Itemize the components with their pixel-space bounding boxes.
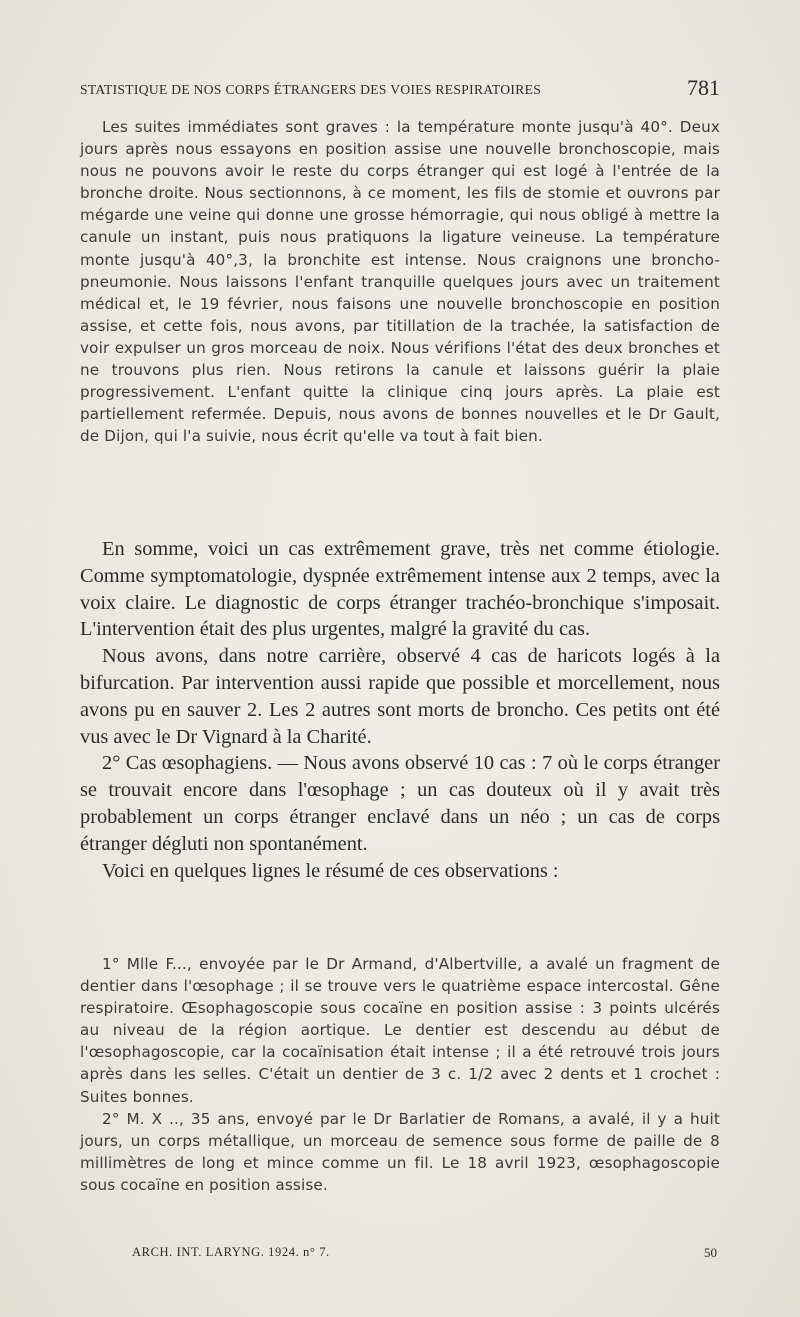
paragraph-observations-intro: Voici en quelques lignes le résumé de ces observations : (102, 859, 559, 882)
page-footer (80, 1245, 720, 1265)
observation-item: 1° Mlle F..., envoyée par le Dr Armand, d'Albertville, a avalé un fragment de dentier dans l'œsophage ; il se trouve vers le quatrième espace intercostal. Gêne respiratoire. Œsophagoscopie sous cocaïne en position assise : 3 points ulcérés au niveau de la région aortique. Le dentier est descendu au début de l'œsophagoscopie, car la cocaïnisation était intense ; il a été retrouvé trois jours après dans les selles. C'était un dentier de 3 c. 1/2 avec 2 dents et 1 crochet : Suites bonnes. (80, 955, 720, 1106)
paragraph-summary: En somme, voici un cas extrêmement grave, très net comme étiologie. Comme symptomatologie, dyspnée extrêmement intense aux 2 temps, avec la voix claire. Le diagnostic de corps étranger trachéo-bronchique s'imposait. L'intervention était des plus urgentes, malgré la gravité du cas. (80, 538, 720, 641)
paragraph-esophageal-cases: 2° Cas œsophagiens. — Nous avons observé 10 cas : 7 où le corps étranger se trouvait encore dans l'œsophage ; un cas douteux où il y avait très probablement un corps étranger enclavé dans un néo ; un cas de corps étranger dégluti non spontanément. (80, 752, 720, 855)
continued-case-text (80, 116, 720, 447)
running-head (80, 75, 720, 100)
signature-mark: 50 (704, 1245, 717, 1260)
observations-list (80, 953, 720, 1196)
discussion-text (80, 536, 720, 884)
journal-reference: ARCH. INT. LARYNG. 1924. n° 7. (132, 1245, 330, 1259)
paragraph-bean-cases: Nous avons, dans notre carrière, observé 4 cas de haricots logés à la bifurcation. Par intervention aussi rapide que possible et morcellement, nous avons pu en sauver 2. Les 2 autres sont morts de broncho. Ces petits ont été vus avec le Dr Vignard à la Charité. (80, 645, 720, 748)
page-number: 781 (687, 75, 720, 100)
paragraph-case-followup: Les suites immédiates sont graves : la température monte jusqu'à 40°. Deux jours après nous essayons en position assise une nouvelle bronchoscopie, mais nous ne pouvons avoir le reste du corps étranger qui est logé à l'entrée de la bronche droite. Nous sectionnons, à ce moment, les fils de stomie et ouvrons par mégarde une veine qui donne une grosse hémorragie, qui nous obligé à mettre la canule un instant, puis nous pratiquons la ligature veineuse. La température monte jusqu'à 40°,3, la bronchite est intense. Nous craignons une broncho-pneumonie. Nous laissons l'enfant tranquille quelques jours avec un traitement médical et, le 19 février, nous faisons une nouvelle bronchoscopie en position assise, et cette fois, nous avons, par titillation de la trachée, la satisfaction de voir expulser un gros morceau de noix. Nous vérifions l'état des deux bronches et ne trouvons plus rien. Nous retirons la canule et laissons guérir la plaie progressivement. L'enfant quitte la clinique cinq jours après. La plaie est partiellement refermée. Depuis, nous avons de bonnes nouvelles et le Dr Gault, de Dijon, qui l'a suivie, nous écrit qu'elle va tout à fait bien. (80, 118, 720, 446)
observation-item: 2° M. X .., 35 ans, envoyé par le Dr Barlatier de Romans, a avalé, il y a huit jours, un corps métallique, un morceau de semence sous forme de paille de 8 millimètres de long et mince comme un fil. Le 18 avril 1923, œsophagoscopie sous cocaïne en position assise. (80, 1109, 720, 1194)
running-title: STATISTIQUE DE NOS CORPS ÉTRANGERS DES VOIES RESPIRATOIRES (80, 82, 542, 97)
